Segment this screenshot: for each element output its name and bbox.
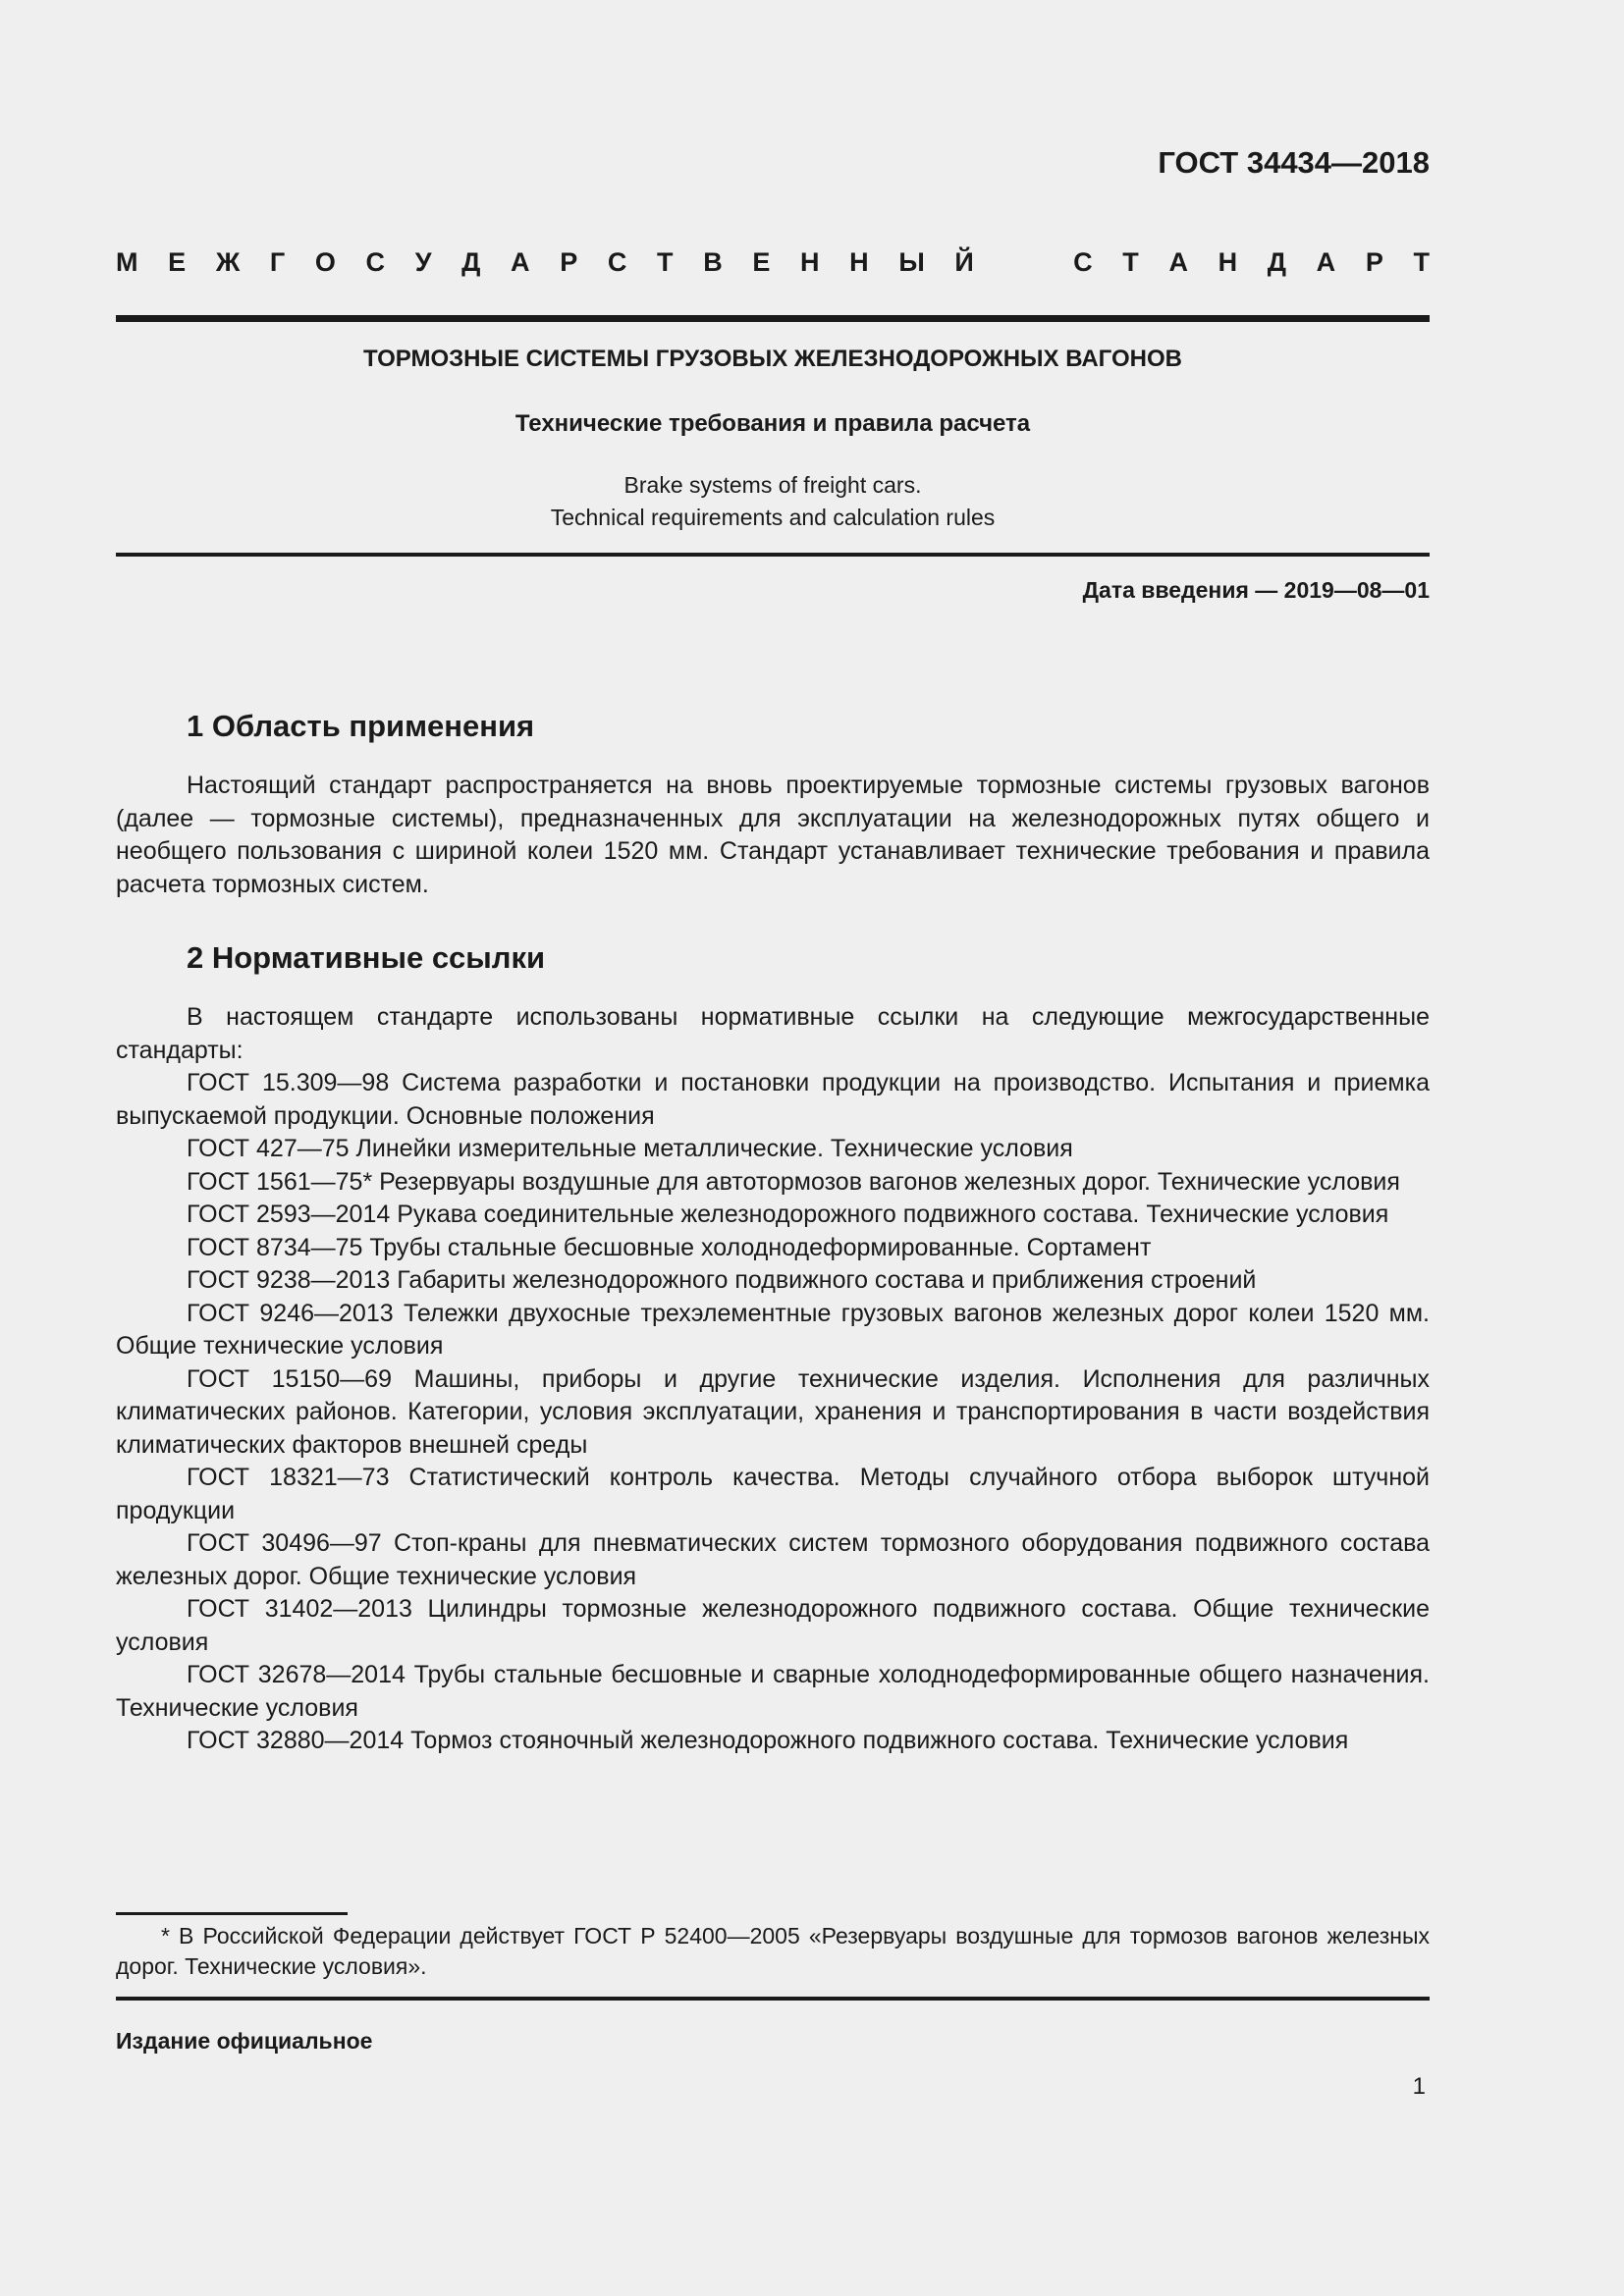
reference-item: ГОСТ 30496—97 Стоп-краны для пневматических систем тормозного оборудования подвижного состава железных дорог. Общие технические условия <box>116 1529 1430 1590</box>
standard-letter: С <box>1073 247 1093 277</box>
reference-item: ГОСТ 18321—73 Статистический контроль качества. Методы случайного отбора выборок штучной продукции <box>116 1464 1430 1524</box>
interstate-standard-label <box>116 247 1430 278</box>
document-page <box>116 0 1430 2296</box>
standard-letter: Р <box>1365 247 1383 277</box>
reference-item: ГОСТ 9238—2013 Габариты железнодорожного подвижного состава и приближения строений <box>187 1266 1257 1294</box>
standard-letter: А <box>1316 247 1336 277</box>
official-edition-label: Издание официальное <box>116 2028 373 2054</box>
interstate-letter: Е <box>752 247 771 277</box>
interstate-letter: Ж <box>215 247 241 277</box>
reference-item: ГОСТ 32880—2014 Тормоз стояночный железнодорожного подвижного состава. Технические условия <box>187 1727 1349 1754</box>
section-1-body <box>116 770 1430 901</box>
standard-letter: Т <box>1122 247 1139 277</box>
interstate-letter: О <box>314 247 336 277</box>
section-2-intro: В настоящем стандарте использованы нормативные ссылки на следующие межгосударственные стандарты: <box>116 1003 1430 1064</box>
document-subtitle: Технические требования и правила расчета <box>514 410 1031 437</box>
section-2-body <box>116 1001 1430 1758</box>
reference-item: ГОСТ 32678—2014 Трубы стальные бесшовные и сварные холоднодеформированные общего назначения. Технические условия <box>116 1661 1430 1722</box>
standard-letter: Н <box>1218 247 1238 277</box>
standard-letter: А <box>1168 247 1188 277</box>
document-title: ТОРМОЗНЫЕ СИСТЕМЫ ГРУЗОВЫХ ЖЕЛЕЗНОДОРОЖНЫХ ВАГОНОВ <box>363 346 1182 372</box>
footnote-text: * В Российской Федерации действует ГОСТ Р 52400—2005 «Резервуары воздушные для тормозов вагонов железных дорог. Технические условия». <box>116 1923 1430 1979</box>
page-number: 1 <box>1412 2073 1426 2100</box>
interstate-letter: Й <box>954 247 974 277</box>
section-1-paragraph: Настоящий стандарт распространяется на вновь проектируемые тормозные системы грузовых вагонов (далее — тормозные системы), предназначенных для эксплуатации на железнодорожных путях общего и необщего пользования с шириной колеи 1520 мм. Стандарт устанавливает технические требования и правила расчета тормозных систем. <box>116 772 1430 898</box>
english-title-line: Technical requirements and calculation rules <box>550 505 996 530</box>
interstate-letter: Н <box>849 247 869 277</box>
header-rule-top <box>116 315 1430 322</box>
interstate-letter: С <box>607 247 627 277</box>
footnote <box>116 1921 1430 1982</box>
reference-item: ГОСТ 15.309—98 Система разработки и постановки продукции на производство. Испытания и приемка выпускаемой продукции. Основные положения <box>116 1069 1430 1130</box>
english-title-line: Brake systems of freight cars. <box>623 472 922 498</box>
section-2-heading: 2 Нормативные ссылки <box>187 940 546 975</box>
reference-item: ГОСТ 1561—75* Резервуары воздушные для автотормозов вагонов железных дорог. Технические условия <box>187 1167 1400 1196</box>
interstate-letter: А <box>511 247 530 277</box>
word-gap <box>1003 247 1043 278</box>
interstate-letter: Д <box>461 247 481 277</box>
interstate-letter: Т <box>657 247 674 277</box>
reference-item: ГОСТ 15150—69 Машины, приборы и другие технические изделия. Исполнения для различных климатических районов. Категории, условия эксплуатации, хранения и транспортирования в части воздействия климатических факторов внешней среды <box>116 1364 1430 1459</box>
english-title <box>116 469 1430 534</box>
standard-letter: Д <box>1267 247 1287 277</box>
interstate-letter: В <box>703 247 723 277</box>
reference-item: ГОСТ 9246—2013 Тележки двухосные трехэлементные грузовых вагонов железных дорог колеи 1520 мм. Общие технические условия <box>116 1299 1430 1360</box>
reference-item: ГОСТ 2593—2014 Рукава соединительные железнодорожного подвижного состава. Технические условия <box>187 1201 1389 1228</box>
interstate-letter: Г <box>269 247 286 277</box>
reference-item: ГОСТ 31402—2013 Цилиндры тормозные железнодорожного подвижного состава. Общие технические условия <box>116 1595 1430 1656</box>
document-number: ГОСТ 34434—2018 <box>1158 145 1430 180</box>
interstate-letter: Е <box>168 247 187 277</box>
interstate-letter: Н <box>800 247 820 277</box>
interstate-letter: М <box>116 247 138 277</box>
interstate-letter: Р <box>560 247 578 277</box>
header-rule-bottom <box>116 553 1430 557</box>
footer-rule <box>116 1997 1430 2001</box>
interstate-letter: С <box>365 247 386 277</box>
reference-item: ГОСТ 8734—75 Трубы стальные бесшовные холоднодеформированные. Сортамент <box>187 1233 1152 1261</box>
interstate-letter: Ы <box>898 247 925 277</box>
interstate-letter: У <box>414 247 432 277</box>
section-1-heading: 1 Область применения <box>187 709 535 743</box>
standard-letter: Т <box>1413 247 1430 277</box>
introduction-date: Дата введения — 2019—08—01 <box>1082 577 1430 603</box>
footnote-separator <box>116 1912 348 1915</box>
reference-item: ГОСТ 427—75 Линейки измерительные металлические. Технические условия <box>187 1135 1073 1162</box>
